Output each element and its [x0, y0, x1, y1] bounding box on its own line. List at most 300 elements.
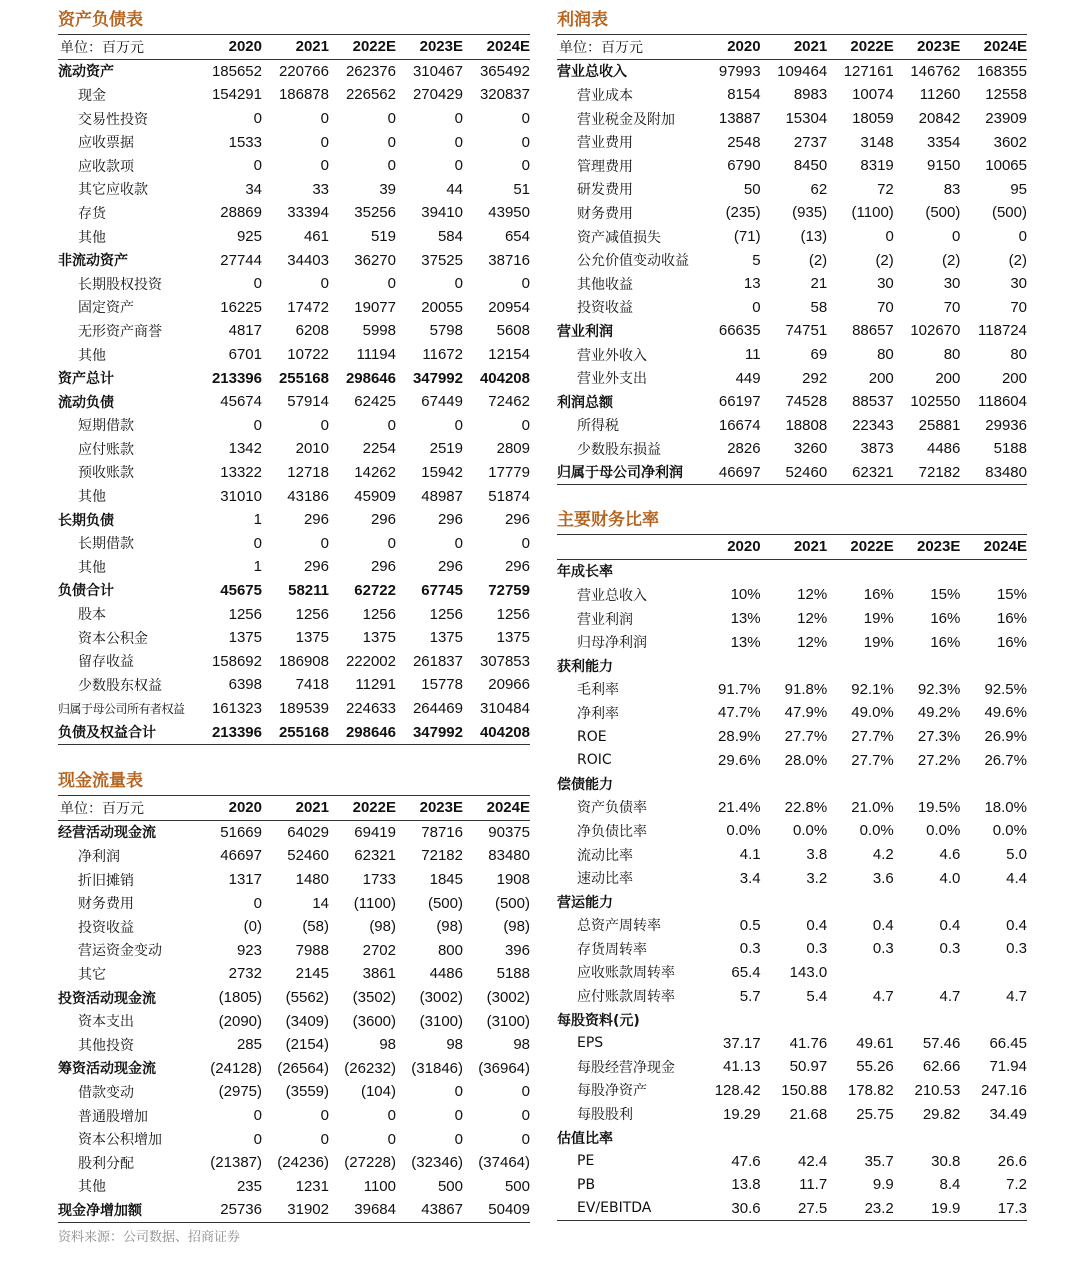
cell-value: 43867 — [421, 1201, 463, 1219]
row-label: 长期借款 — [78, 536, 134, 553]
row-label: PB — [577, 1176, 596, 1193]
row-label: EV/EBITDA — [577, 1200, 652, 1217]
unit-label — [557, 535, 694, 560]
cell-value: 26.7% — [984, 751, 1027, 769]
table-row — [58, 248, 530, 272]
cell-value: 2519 — [429, 440, 463, 458]
year-header: 2021 — [793, 38, 828, 56]
table-row — [58, 414, 530, 438]
cell-value: 65.4 — [731, 963, 761, 981]
cell-value: 7418 — [295, 676, 329, 694]
table-row — [58, 437, 530, 461]
row-label: 所得税 — [577, 418, 619, 435]
row-label: 留存收益 — [78, 654, 134, 671]
cell-value: 224633 — [345, 699, 396, 717]
row-label: EPS — [577, 1035, 604, 1052]
unit-label: 单位：百万元 — [559, 39, 643, 56]
cell-value: 1317 — [228, 871, 262, 889]
row-label: 研发费用 — [577, 182, 633, 199]
cell-value — [761, 1008, 828, 1032]
cell-value: 0.0% — [992, 822, 1027, 840]
cell-value: 16225 — [220, 298, 262, 316]
table-row — [58, 484, 530, 508]
cell-value — [960, 961, 1027, 985]
row-label: 营业利润 — [577, 611, 633, 628]
year-header: 2024E — [486, 38, 530, 56]
cell-value: 0 — [521, 157, 530, 175]
row-label: 资本公积增加 — [78, 1132, 162, 1149]
cell-value: 28.0% — [784, 751, 828, 769]
cell-value: 20954 — [488, 298, 530, 316]
table-row — [58, 626, 530, 650]
cell-value: 102670 — [910, 322, 961, 340]
cell-value: 1375 — [362, 629, 396, 647]
cell-value: 307853 — [479, 652, 530, 670]
cell-value: 226562 — [345, 86, 396, 104]
cell-value: 461 — [303, 228, 329, 246]
table-row — [58, 868, 530, 892]
cell-value: 296 — [370, 558, 396, 576]
cell-value — [827, 559, 894, 583]
row-label: 年成长率 — [557, 564, 613, 581]
cell-value: 27.7% — [784, 728, 828, 746]
cell-value: 36270 — [354, 251, 396, 269]
cell-value: (5562) — [285, 989, 329, 1007]
cell-value: (98) — [369, 918, 396, 936]
cell-value: (935) — [792, 204, 828, 222]
row-label: 营业成本 — [577, 87, 633, 104]
cell-value: 0.0% — [859, 822, 894, 840]
unit-label: 单位：百万元 — [60, 39, 144, 56]
table-row — [557, 937, 1027, 961]
cell-value: (0) — [243, 918, 262, 936]
cell-value: 50 — [743, 180, 761, 198]
cell-value: 17.3 — [997, 1199, 1027, 1217]
cell-value: 13887 — [718, 110, 761, 128]
year-header: 2021 — [295, 799, 329, 817]
cell-value: 0 — [387, 416, 396, 434]
cell-value: 200 — [1001, 369, 1027, 387]
row-label: 应付账款 — [78, 441, 134, 458]
cell-value: 34 — [245, 180, 262, 198]
cell-value: (36964) — [478, 1059, 530, 1077]
cell-value: 72182 — [421, 847, 463, 865]
cell-value: 500 — [437, 1177, 463, 1195]
cell-value: 519 — [370, 228, 396, 246]
cash-flow-title: 现金流量表 — [58, 771, 143, 791]
cell-value: 0 — [521, 1083, 530, 1101]
table-row — [557, 272, 1027, 296]
cell-value: 16674 — [718, 416, 761, 434]
row-label: 营业外支出 — [577, 371, 647, 388]
cell-value: 50409 — [488, 1201, 530, 1219]
cell-value: 92.3% — [917, 680, 961, 698]
cell-value: 50.97 — [789, 1058, 828, 1076]
cell-value: 255168 — [278, 723, 329, 741]
cell-value: 47.9% — [784, 704, 828, 722]
cell-value: 38716 — [488, 251, 530, 269]
cell-value: 49.2% — [917, 704, 961, 722]
table-row — [557, 607, 1027, 631]
cell-value: 0 — [952, 228, 961, 246]
cell-value: 6208 — [295, 322, 329, 340]
cell-value: 67449 — [421, 393, 463, 411]
cell-value: 3148 — [860, 133, 894, 151]
row-label: 无形资产商誉 — [78, 323, 162, 340]
cell-value: 27.2% — [917, 751, 961, 769]
cell-value: (3502) — [352, 989, 396, 1007]
cell-value — [694, 772, 761, 796]
cell-value: 0 — [454, 416, 463, 434]
table-row — [58, 178, 530, 202]
cell-value: 0 — [320, 110, 329, 128]
cell-value: (2090) — [218, 1012, 262, 1030]
cell-value: 0.3 — [939, 940, 961, 958]
cell-value — [694, 1008, 761, 1032]
cell-value: 10722 — [287, 346, 329, 364]
table-row — [58, 201, 530, 225]
row-label: 现金净增加额 — [58, 1202, 142, 1219]
year-header: 2024E — [486, 799, 530, 817]
cell-value: (2) — [942, 251, 961, 269]
cell-value: 296 — [504, 511, 530, 529]
cell-value: 83 — [943, 180, 961, 198]
cell-value: 0 — [454, 1130, 463, 1148]
row-label: ROE — [577, 728, 607, 745]
cell-value: 0 — [320, 416, 329, 434]
cash-flow-body — [58, 820, 530, 1222]
cell-value: 0 — [387, 133, 396, 151]
cell-value — [894, 890, 961, 914]
cell-value: 5998 — [362, 322, 396, 340]
cell-value: 1845 — [429, 871, 463, 889]
cell-value: 5608 — [496, 322, 530, 340]
cell-value: 146762 — [910, 62, 961, 80]
cell-value: 70 — [877, 298, 894, 316]
cell-value: (21387) — [210, 1154, 262, 1172]
cell-value: 74751 — [785, 322, 828, 340]
cell-value — [960, 559, 1027, 583]
cell-value: 2254 — [362, 440, 396, 458]
cell-value: 285 — [236, 1036, 262, 1054]
cell-value: 10074 — [852, 86, 894, 104]
table-row — [557, 796, 1027, 820]
cell-value: 90375 — [488, 823, 530, 841]
row-label: 营运资金变动 — [78, 943, 162, 960]
cell-value: 16% — [996, 633, 1027, 651]
row-label: 速动比率 — [577, 871, 633, 888]
cell-value: 15942 — [421, 463, 463, 481]
cell-value — [960, 1008, 1027, 1032]
cell-value: 62321 — [354, 847, 396, 865]
cell-value: (2) — [875, 251, 894, 269]
row-label: 营业外收入 — [577, 347, 647, 364]
table-row — [58, 1080, 530, 1104]
row-label: 存货 — [78, 205, 106, 222]
cell-value: 70 — [943, 298, 961, 316]
cell-value: 12% — [797, 586, 828, 604]
cell-value: 654 — [504, 228, 530, 246]
income-statement-table — [557, 34, 1027, 485]
cell-value: 4.7 — [1006, 987, 1027, 1005]
row-label: 流动资产 — [58, 64, 114, 81]
table-row — [557, 1126, 1027, 1150]
table-row — [58, 673, 530, 697]
cell-value: (13) — [800, 228, 828, 246]
cell-value: 66197 — [718, 393, 761, 411]
cell-value: 1375 — [496, 629, 530, 647]
table-header-row — [58, 796, 530, 821]
cell-value: 0.4 — [1006, 916, 1027, 934]
cell-value: 4817 — [228, 322, 262, 340]
row-label: 营业总收入 — [577, 587, 647, 604]
row-label: 应收票据 — [78, 135, 134, 152]
cell-value: (2) — [1008, 251, 1027, 269]
row-label: 折旧摊销 — [78, 872, 134, 889]
cell-value: 298646 — [345, 723, 396, 741]
cell-value: 72182 — [918, 463, 961, 481]
cell-value: 0 — [320, 1107, 329, 1125]
cell-value: 2145 — [295, 965, 329, 983]
cell-value: 31902 — [287, 1201, 329, 1219]
row-label: 长期负债 — [58, 512, 114, 529]
cell-value — [960, 890, 1027, 914]
table-row — [58, 1198, 530, 1222]
cell-value: 69419 — [354, 823, 396, 841]
cell-value: 0 — [521, 110, 530, 128]
cell-value: 0 — [320, 157, 329, 175]
row-label: 短期借款 — [78, 418, 134, 435]
cell-value: 17472 — [287, 298, 329, 316]
year-header: 2023E — [419, 38, 463, 56]
cell-value: 0 — [387, 275, 396, 293]
cell-value: 296 — [370, 511, 396, 529]
table-row — [58, 83, 530, 107]
row-label: 管理费用 — [577, 158, 633, 175]
balance-sheet-panel — [58, 6, 530, 745]
row-label: 利润总额 — [557, 394, 613, 411]
cell-value — [827, 961, 894, 985]
cell-value: 19% — [863, 633, 894, 651]
row-label: 获利能力 — [557, 658, 613, 675]
cell-value: 29936 — [985, 416, 1027, 434]
cell-value: 0 — [454, 157, 463, 175]
cell-value: 0 — [387, 534, 396, 552]
cell-value: 13% — [730, 633, 761, 651]
table-row — [58, 508, 530, 532]
cell-value: 0 — [253, 157, 262, 175]
cell-value: 4.1 — [739, 846, 761, 864]
cell-value: 57.46 — [922, 1034, 961, 1052]
cell-value: (3002) — [419, 989, 463, 1007]
cell-value: 0.4 — [939, 916, 961, 934]
cell-value: 35.7 — [864, 1152, 894, 1170]
row-label: 估值比率 — [557, 1130, 613, 1147]
cell-value: 365492 — [479, 62, 530, 80]
year-header: 2020 — [228, 38, 262, 56]
cell-value: 1256 — [228, 605, 262, 623]
cell-value: 143.0 — [789, 963, 828, 981]
income-statement-body — [557, 59, 1027, 485]
cell-value: 21.68 — [789, 1105, 828, 1123]
cell-value: 57914 — [287, 393, 329, 411]
cell-value: 45909 — [354, 487, 396, 505]
cell-value: 44 — [446, 180, 463, 198]
cell-value: 64029 — [287, 823, 329, 841]
cell-value: 247.16 — [981, 1081, 1027, 1099]
cell-value: 0 — [253, 1107, 262, 1125]
cell-value: 128.42 — [714, 1081, 761, 1099]
cell-value: (3100) — [419, 1012, 463, 1030]
cell-value: 0 — [253, 1130, 262, 1148]
cash-flow-table — [58, 795, 530, 1223]
cell-value: 33394 — [287, 204, 329, 222]
row-label: 归属于母公司所有者权益 — [58, 701, 185, 716]
balance-sheet-title: 资产负债表 — [58, 10, 143, 30]
cell-value — [694, 1126, 761, 1150]
row-label: 资产负债率 — [577, 800, 647, 817]
financial-ratios-panel — [557, 506, 1027, 1221]
cell-value: 118604 — [978, 393, 1027, 411]
cell-value: 255168 — [278, 369, 329, 387]
row-label: 非流动资产 — [58, 253, 128, 270]
year-header: 2022E — [352, 799, 396, 817]
cell-value: 1342 — [228, 440, 262, 458]
row-label: 每股股利 — [577, 1107, 633, 1124]
cell-value: 6398 — [228, 676, 262, 694]
cell-value: (58) — [302, 918, 329, 936]
financial-ratios-table — [557, 534, 1027, 1221]
cell-value: 29.6% — [718, 751, 761, 769]
table-row — [557, 1102, 1027, 1126]
cell-value: 0.4 — [806, 916, 828, 934]
cell-value: 0.5 — [739, 916, 761, 934]
cell-value: 2010 — [295, 440, 329, 458]
cell-value: 10065 — [985, 157, 1027, 175]
row-label: 归母净利润 — [577, 635, 647, 652]
cell-value: 35256 — [354, 204, 396, 222]
cell-value: 11672 — [422, 346, 463, 364]
row-label: 其它 — [78, 966, 106, 983]
cell-value: 12154 — [488, 346, 530, 364]
cell-value: 30 — [1010, 275, 1027, 293]
cell-value — [694, 890, 761, 914]
cell-value: 13.8 — [731, 1176, 761, 1194]
table-header-row — [557, 535, 1027, 560]
cell-value: 30 — [943, 275, 961, 293]
cell-value: 220766 — [278, 62, 329, 80]
cell-value: 19.29 — [723, 1105, 761, 1123]
cell-value: 74528 — [785, 393, 828, 411]
cell-value: 189539 — [278, 699, 329, 717]
cell-value: 29.82 — [922, 1105, 961, 1123]
cell-value: 3602 — [993, 133, 1027, 151]
table-row — [557, 748, 1027, 772]
table-row — [58, 107, 530, 131]
table-row — [557, 1079, 1027, 1103]
cell-value: 28869 — [220, 204, 262, 222]
cell-value: (24236) — [277, 1154, 329, 1172]
cell-value: (98) — [503, 918, 530, 936]
cell-value: 0 — [752, 298, 761, 316]
year-header: 2022E — [850, 38, 894, 56]
cell-value: 1256 — [496, 605, 530, 623]
cell-value: 95 — [1010, 180, 1027, 198]
cell-value: 47.6 — [731, 1152, 761, 1170]
cell-value: 3.8 — [806, 846, 828, 864]
cell-value: 31010 — [220, 487, 262, 505]
table-row — [58, 720, 530, 744]
cell-value: 0.3 — [1006, 940, 1027, 958]
cell-value: (3600) — [352, 1012, 396, 1030]
table-row — [557, 654, 1027, 678]
table-row — [557, 1173, 1027, 1197]
cell-value: 46697 — [718, 463, 761, 481]
cell-value: 37525 — [421, 251, 463, 269]
cell-value: 0 — [387, 1107, 396, 1125]
cell-value: 5.0 — [1006, 846, 1027, 864]
cell-value: (3559) — [285, 1083, 329, 1101]
row-label: 预收账款 — [78, 465, 134, 482]
cell-value: 41.13 — [723, 1058, 761, 1076]
cell-value: 67745 — [421, 581, 463, 599]
table-row — [557, 866, 1027, 890]
row-label: 股利分配 — [78, 1155, 134, 1172]
cell-value — [894, 559, 961, 583]
row-label: 资产总计 — [58, 371, 114, 388]
cell-value: 92.5% — [984, 680, 1027, 698]
cell-value: 3873 — [860, 440, 894, 458]
table-row — [58, 1104, 530, 1128]
cell-value — [960, 772, 1027, 796]
row-label: 应收款项 — [78, 158, 134, 175]
table-row — [58, 225, 530, 249]
cell-value: 235 — [236, 1177, 262, 1195]
cell-value — [894, 1126, 961, 1150]
cell-value: (26564) — [277, 1059, 329, 1077]
cell-value: 62722 — [354, 581, 396, 599]
row-label: 资产减值损失 — [577, 229, 661, 246]
cell-value: 347992 — [412, 723, 463, 741]
table-row — [557, 154, 1027, 178]
cell-value: 4.7 — [872, 987, 894, 1005]
cell-value: 0 — [253, 416, 262, 434]
cell-value: 923 — [236, 941, 262, 959]
cell-value: 1733 — [362, 871, 396, 889]
cell-value: 0 — [387, 110, 396, 128]
cell-value: 72 — [877, 180, 894, 198]
table-row — [557, 630, 1027, 654]
cell-value: 42.4 — [797, 1152, 828, 1170]
cell-value: 58 — [810, 298, 828, 316]
cell-value — [694, 559, 761, 583]
cell-value: 6790 — [727, 157, 761, 175]
year-header: 2022E — [352, 38, 396, 56]
cell-value: 19% — [863, 610, 894, 628]
cell-value: 0 — [454, 133, 463, 151]
cell-value: 2737 — [793, 133, 828, 151]
table-row — [557, 1055, 1027, 1079]
cell-value: 66635 — [718, 322, 761, 340]
cell-value — [894, 772, 961, 796]
table-row — [58, 1033, 530, 1057]
cell-value: 41.76 — [789, 1034, 828, 1052]
row-label: 其他 — [78, 559, 106, 576]
row-label: 营业税金及附加 — [577, 111, 675, 128]
cell-value: (1100) — [353, 894, 396, 912]
cell-value: 66.45 — [989, 1034, 1027, 1052]
row-label: 其他 — [78, 347, 106, 364]
